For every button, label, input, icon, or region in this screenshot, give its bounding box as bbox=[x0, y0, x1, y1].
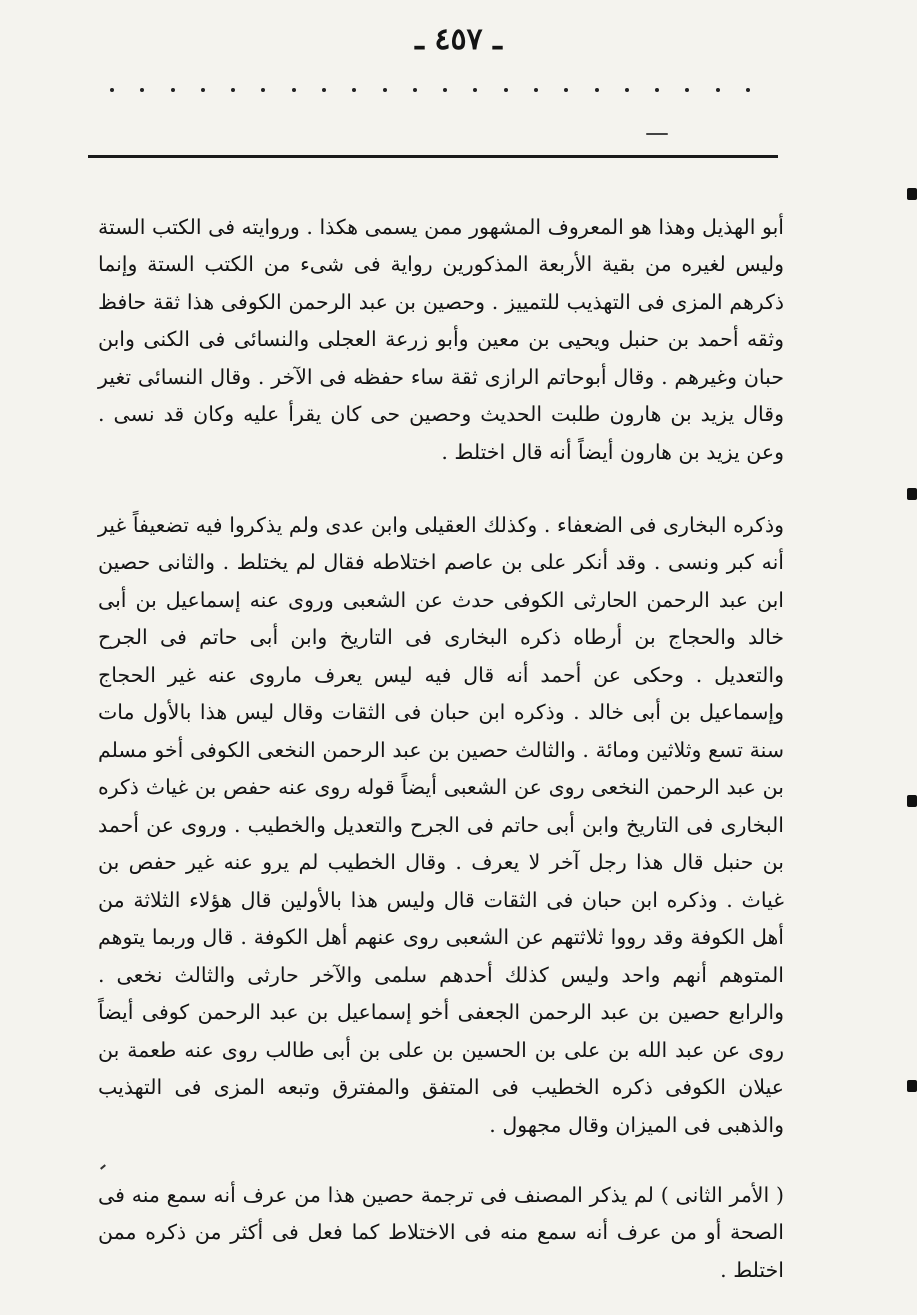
ornament-dot bbox=[352, 88, 356, 92]
ornament-dot bbox=[534, 88, 538, 92]
paragraph-1: أبو الهذيل وهذا هو المعروف المشهور ممن يسمى هكذا . وروايته فى الكتب الستة وليس لغيره من بقية الأربعة المذكورين رواية فى شىء من الكتب الستة وإنما ذكرهم المزى فى التهذيب للتمييز . وحصين بن عبد الرحمن الكوفى هذا ثقة حافظ وثقه أحمد بن حنبل ويحيى بن معين وأبو زرعة العجلى والنسائى فى الكنى وابن حبان وغيرهم . وقال أبوحاتم الرازى ثقة ساء حفظه فى الآخر . وقال النسائى تغير وقال يزيد بن هارون طلبت الحديث وحصين حى كان يقرأ عليه وكان قد نسى . وعن يزيد بن هارون أيضاً أنه قال اختلط . bbox=[98, 214, 784, 464]
paragraph-3: ( الأمر الثانى ) لم يذكر المصنف فى ترجمة حصين هذا من عرف أنه سمع منه فى الصحة أو من عرف أنه سمع منه فى الاختلاط كما فعل فى أكثر من ذكره ممن اختلط . bbox=[98, 1182, 784, 1282]
scan-mark bbox=[100, 1164, 106, 1169]
ornament-dot bbox=[140, 88, 144, 92]
margin-mark bbox=[907, 795, 917, 807]
decorative-dot-row bbox=[110, 88, 750, 92]
ornament-dot bbox=[110, 88, 114, 92]
ornament-dot bbox=[655, 88, 659, 92]
ornament-dot bbox=[201, 88, 205, 92]
ornament-dot bbox=[504, 88, 508, 92]
margin-mark bbox=[907, 188, 917, 200]
paragraph-2: وذكره البخارى فى الضعفاء . وكذلك العقيلى وابن عدى ولم يذكروا فيه تضعيفاً غير أنه كبر ونسى . وقد أنكر على بن عاصم اختلاطه فقال لم يختلط . والثانى حصين ابن عبد الرحمن الحارثى الكوفى حدث عن الشعبى وروى عنه إسماعيل بن أبى خالد والحجاج بن أرطاه ذكره البخارى فى التاريخ وابن أبى حاتم فى الجرح والتعديل . وحكى عن أحمد أنه قال فيه ليس يعرف ماروى عنه غير الحجاج وإسماعيل بن أبى خالد . وذكره ابن حبان فى الثقات وقال ليس هذا بالأول مات سنة تسع وثلاثين ومائة . والثالث حصين بن عبد الرحمن النخعى الكوفى أخو مسلم بن عبد الرحمن النخعى روى عن الشعبى أيضاً قوله روى عنه حفص بن غياث ذكره البخارى فى التاريخ وابن أبى حاتم فى الجرح والتعديل والخطيب . وروى عن أحمد بن حنبل قال هذا رجل آخر لا يعرف . وقال الخطيب لم يرو عنه غير حفص بن غياث . وذكره ابن حبان فى الثقات قال وليس هذا بالأولين قال هؤلاء الثلاثة من أهل الكوفة وقد رووا ثلاثتهم عن الشعبى روى عنهم أهل الكوفة . قال وربما يتوهم المتوهم أنهم واحد وليس كذلك أحدهم سلمى والآخر حارثى والثالث نخعى . والرابع حصين بن عبد الرحمن الجعفى أخو إسماعيل بن عبد الرحمن كوفى أيضاً روى عن عبد الله بن على بن الحسين بن على بن أبى طالب روى عنه طعمة بن عيلان الكوفى ذكره الخطيب فى المتفق والمفترق وتبعه المزى فى التهذيب والذهبى فى الميزان وقال مجهول . bbox=[98, 512, 784, 1137]
ornament-dot bbox=[473, 88, 477, 92]
ornament-dot bbox=[231, 88, 235, 92]
ornament-dot bbox=[171, 88, 175, 92]
header-rule bbox=[88, 155, 778, 158]
page-number: ـ ٤٥٧ ـ bbox=[415, 22, 502, 57]
ornament-dot bbox=[564, 88, 568, 92]
scan-mark bbox=[646, 133, 668, 135]
margin-mark bbox=[907, 1080, 917, 1092]
ornament-dot bbox=[685, 88, 689, 92]
ornament-dot bbox=[261, 88, 265, 92]
ornament-dot bbox=[413, 88, 417, 92]
ornament-dot bbox=[595, 88, 599, 92]
margin-mark bbox=[907, 488, 917, 500]
ornament-dot bbox=[322, 88, 326, 92]
ornament-dot bbox=[383, 88, 387, 92]
ornament-dot bbox=[746, 88, 750, 92]
ornament-dot bbox=[716, 88, 720, 92]
ornament-dot bbox=[443, 88, 447, 92]
ornament-dot bbox=[292, 88, 296, 92]
ornament-dot bbox=[625, 88, 629, 92]
